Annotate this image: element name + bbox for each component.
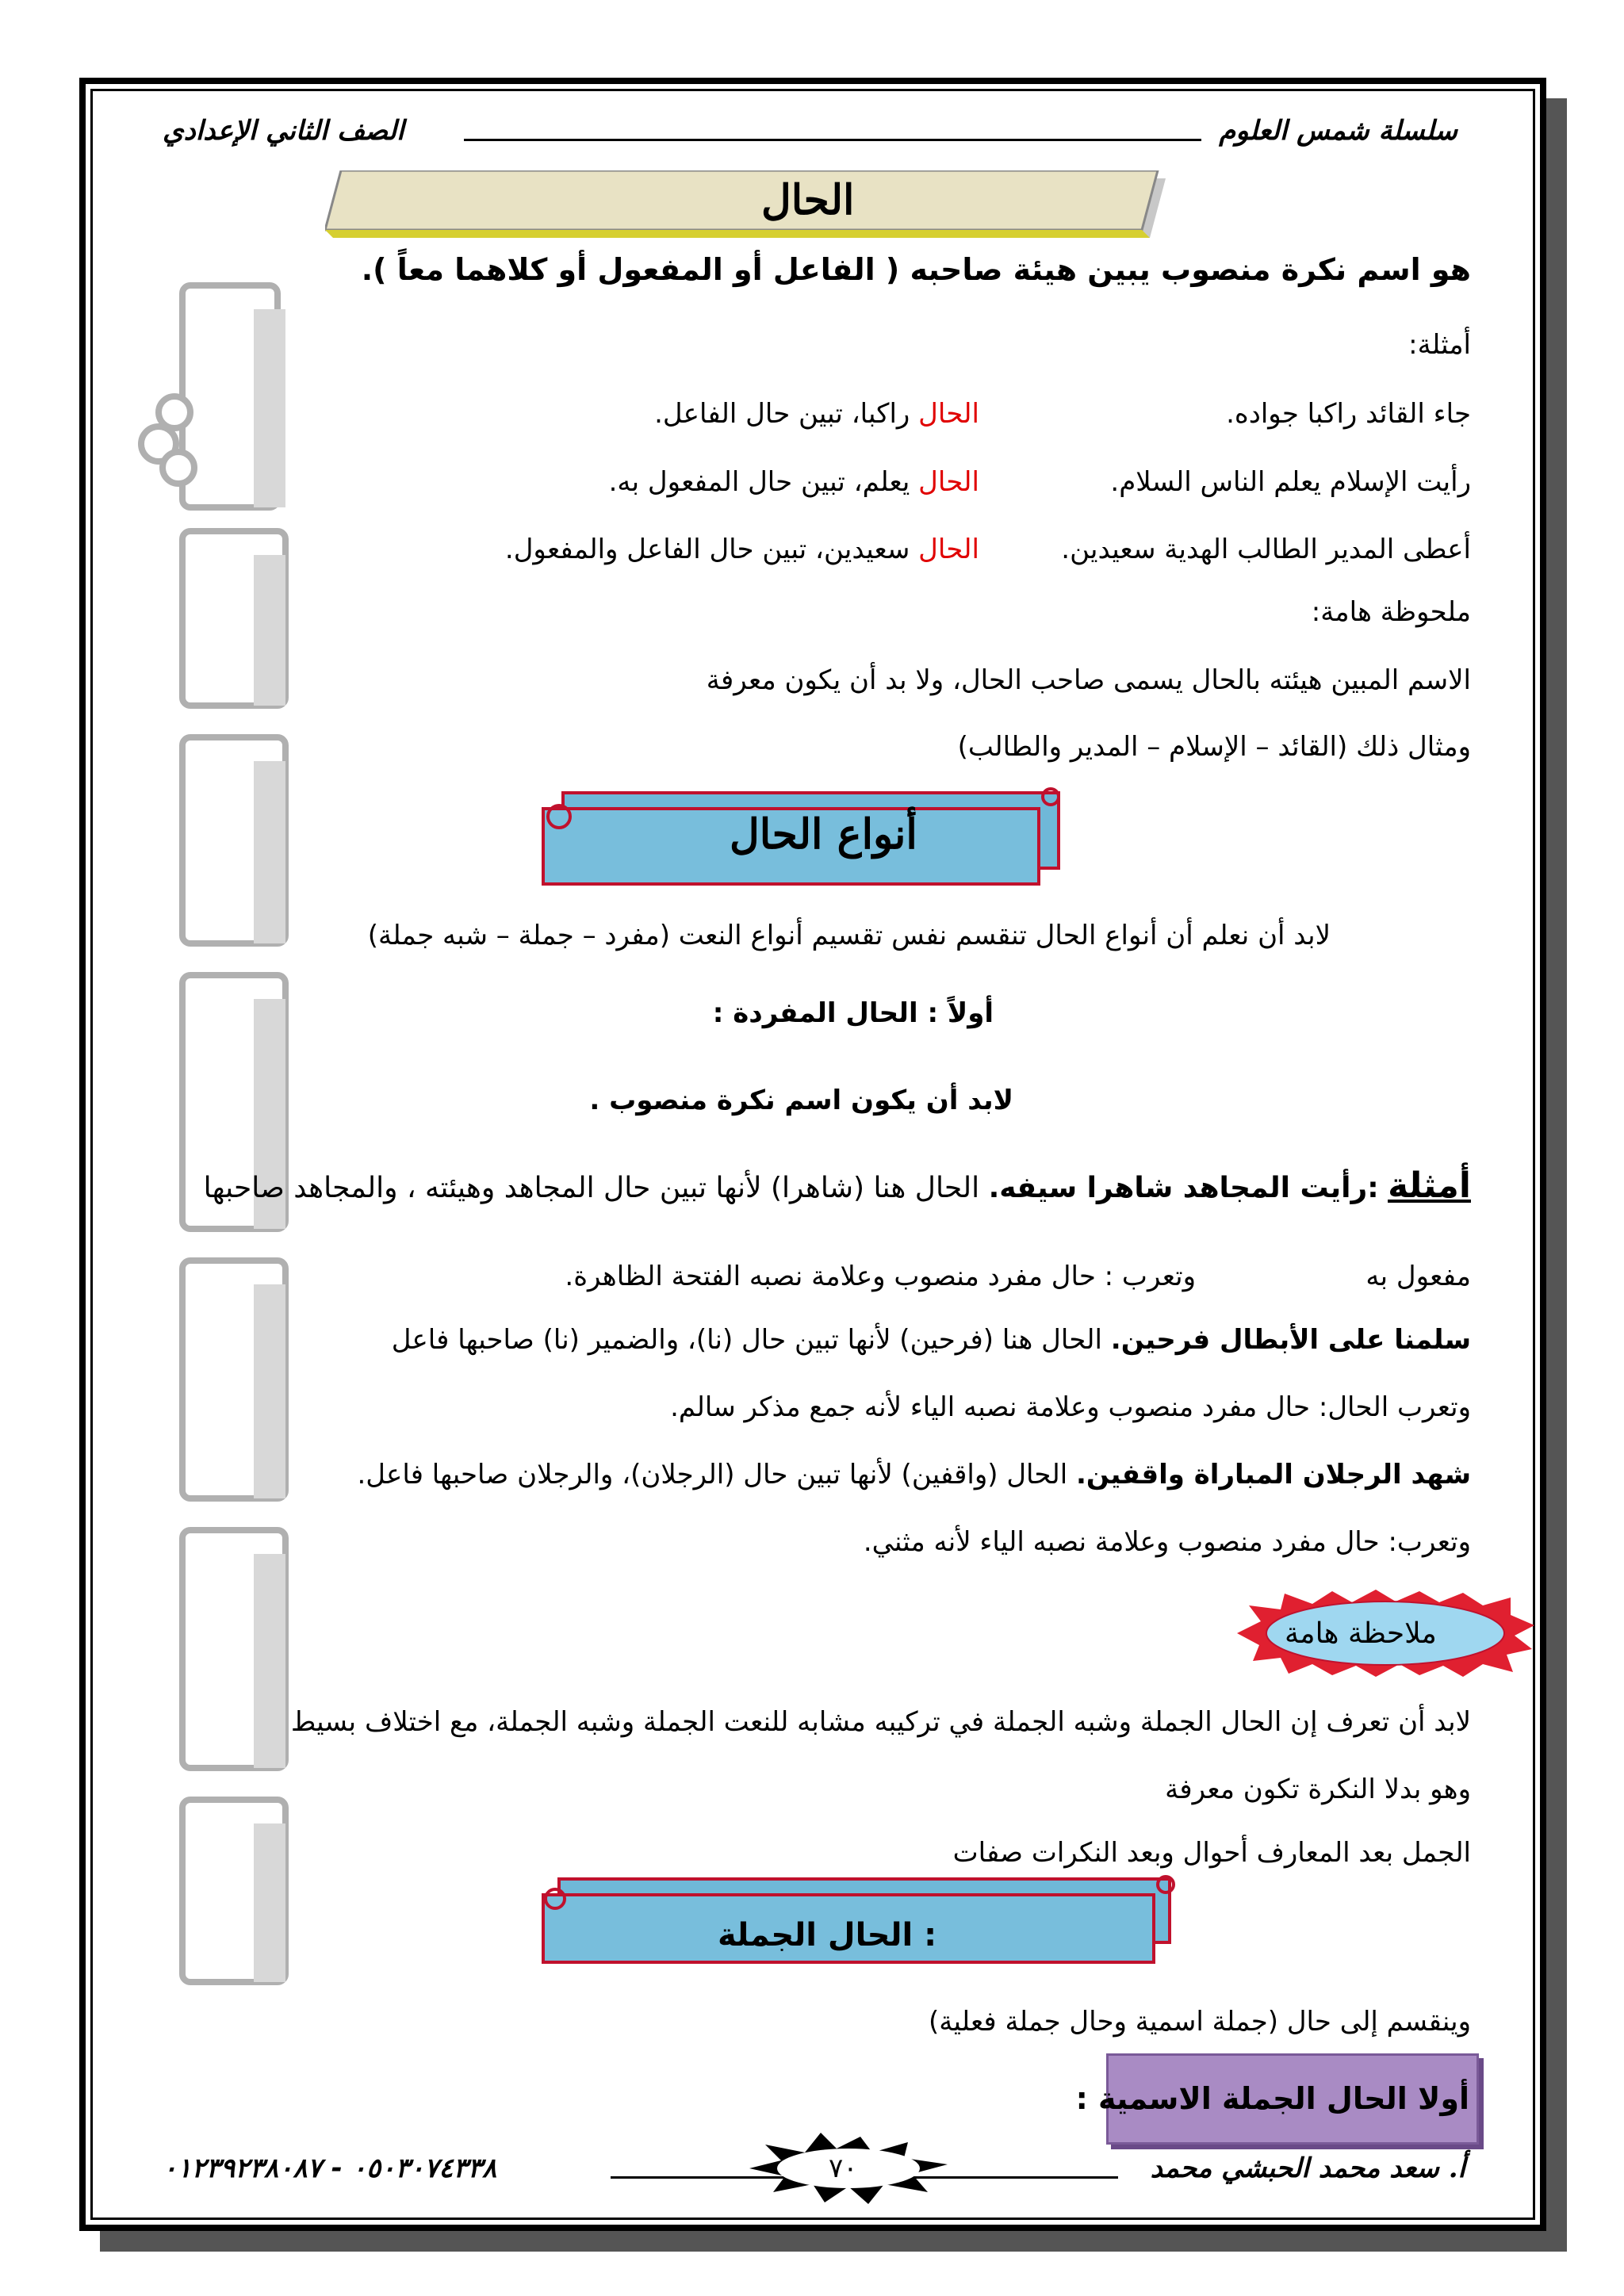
first-type-rule: لابد أن يكون اسم نكرة منصوب . [589, 1085, 1013, 1116]
example-note-text-1: راكبا، تبين حال الفاعل. [654, 398, 910, 430]
header-rule [464, 139, 1201, 141]
single-example-3-bold: شهد الرجلان المباراة واقفين. [1075, 1459, 1471, 1490]
example-label-3: الحال [918, 534, 979, 565]
single-example-1-parsing: وتعرب : حال مفرد منصوب وعلامة نصبه الفتحة الظاهرة. [565, 1261, 1196, 1292]
single-example-1-bold: :رأيت المجاهد شاهرا سيفه. [988, 1172, 1379, 1204]
footer-author: أ. سعد محمد الحبشي محمد [1150, 2152, 1465, 2184]
single-example-1 [204, 1165, 1471, 1206]
example-note-3 [505, 534, 979, 565]
single-example-2-bold: سلمنا على الأبطال فرحين. [1110, 1324, 1471, 1356]
note1-line1: الاسم المبين هيئته بالحال يسمى صاحب الحال، ولا بد أن يكون معرفة [706, 664, 1471, 696]
single-example-2 [392, 1324, 1471, 1356]
footer-phones: ٠٥٠٣٠٧٤٣٣٨ - ٠١٢٣٩٢٣٨٠٨٧ [163, 2152, 497, 2184]
sentence-banner-suffix: : [924, 1917, 937, 1954]
watermark-logo [135, 262, 301, 2006]
note2-line2: وهو بدلا النكرة تكون معرفة [1165, 1774, 1471, 1805]
nominal-sentence-label: أولا الحال الجملة الاسمية : [1075, 2081, 1469, 2116]
example-note-text-3: سعيدين، تبين حال الفاعل والمفعول. [504, 534, 910, 565]
example-note-text-2: يعلم، تبين حال المفعول به. [608, 466, 910, 498]
sentence-banner-text: الحال الجملة [718, 1917, 914, 1954]
example-label-1: الحال [918, 398, 979, 430]
note2-line1: لابد أن تعرف إن الحال الجملة وشبه الجملة في تركيبه مشابه للنعت الجملة وشبه الجملة، مع اختلاف بسيط [290, 1706, 1471, 1738]
example-sentence-1: جاء القائد راكبا جواده. [1226, 398, 1471, 430]
sentence-intro: وينقسم إلى حال (جملة اسمية وحال جملة فعلية) [928, 2006, 1471, 2038]
single-example-3-parsing: وتعرب: حال مفرد منصوب وعلامة نصبه الياء لأنه مثني. [863, 1526, 1471, 1558]
header-grade: الصف الثاني الإعدادي [163, 115, 404, 147]
note1-line2: ومثال ذلك (القائد – الإسلام – المدير والطالب) [957, 731, 1471, 763]
first-type-suffix: : [712, 997, 724, 1029]
example-note-1 [654, 398, 979, 430]
example-label-2: الحال [918, 466, 979, 498]
single-example-3 [357, 1459, 1471, 1490]
sentence-banner-label [718, 1917, 936, 1954]
note1-heading: ملحوظة هامة: [1311, 596, 1471, 628]
example-sentence-3: أعطى المدير الطالب الهدية سعيدين. [1061, 534, 1471, 565]
first-type-heading: أولاً : الحال المفردة : [712, 997, 994, 1029]
title-banner [325, 170, 1189, 246]
single-example-1-label: مفعول به [1365, 1261, 1471, 1292]
single-example-2-rest: الحال هنا (فرحين) لأنها تبين حال (نا)، والضمير (نا) صاحبها فاعل [391, 1324, 1102, 1356]
single-example-2-parsing: وتعرب الحال: حال مفرد منصوب وعلامة نصبه الياء لأنه جمع مذكر سالم. [670, 1391, 1471, 1423]
types-banner-label: أنواع الحال [730, 810, 917, 859]
examples-lead: أمثلة [1388, 1165, 1471, 1206]
types-intro: لابد أن نعلم أن أنواع الحال تنقسم نفس تقسيم أنواع النعت (مفرد – جملة – شبه جملة) [367, 920, 1331, 951]
definition: هو اسم نكرة منصوب يبين هيئة صاحبه ( الفاعل أو المفعول أو كلاهما معاً ). [361, 252, 1471, 287]
page-title: الحال [761, 176, 855, 224]
note2-line3: الجمل بعد المعارف أحوال وبعد النكرات صفات [952, 1837, 1471, 1869]
example-note-2 [609, 466, 979, 498]
example-sentence-2: رأيت الإسلام يعلم الناس السلام. [1110, 466, 1471, 498]
single-example-1-rest: الحال هنا (شاهرا) لأنها تبين حال المجاهد وهيئته ، والمجاهد صاحبها [203, 1172, 980, 1204]
burst-label: ملاحظة هامة [1285, 1617, 1437, 1650]
header-series-name: سلسلة شمس العلوم [1219, 115, 1457, 147]
first-type-prefix: أولاً [947, 997, 994, 1029]
first-type-label: الحال المفردة [733, 997, 918, 1029]
single-example-3-rest: الحال (واقفين) لأنها تبين حال (الرجلان)، والرجلان صاحبها فاعل. [357, 1459, 1068, 1490]
examples-heading: أمثلة: [1408, 329, 1471, 361]
page-number: ٧٠ [829, 2152, 858, 2184]
